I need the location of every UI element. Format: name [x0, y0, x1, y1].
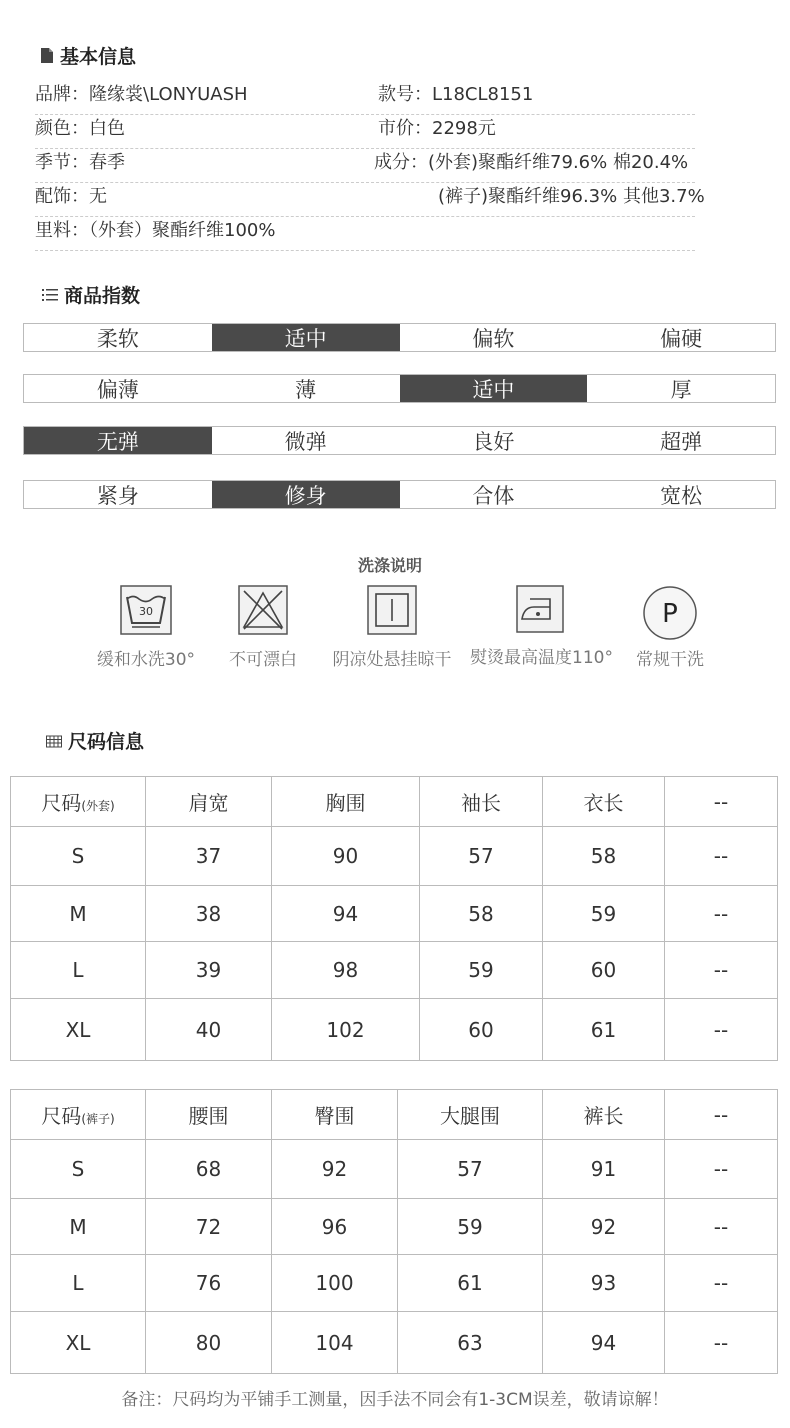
table-cell: 63	[398, 1312, 543, 1374]
table-cell: 72	[146, 1199, 272, 1255]
table-cell: 58	[543, 827, 665, 886]
table-cell: 93	[543, 1255, 665, 1312]
price-text: 市价：2298元	[378, 118, 496, 139]
table-header-cell: 袖长	[420, 777, 543, 827]
table-cell: --	[665, 827, 778, 886]
wash-item	[326, 585, 458, 670]
wash-label: 阴凉处悬挂晾干	[332, 650, 452, 670]
size-header-sub: (外套)	[81, 799, 115, 813]
document-icon	[40, 47, 54, 64]
no-bleach-icon	[238, 585, 288, 635]
table-cell: 98	[272, 942, 420, 999]
index-cell: 修身	[212, 481, 400, 508]
table-cell: 40	[146, 999, 272, 1061]
table-cell: 76	[146, 1255, 272, 1312]
table-cell: 61	[543, 999, 665, 1061]
table-cell: 92	[272, 1140, 398, 1199]
table-row	[11, 999, 778, 1061]
wash-30-icon	[120, 585, 172, 635]
table-cell: M	[11, 886, 146, 942]
index-cell: 厚	[670, 377, 692, 402]
index-cell: 超弹	[660, 429, 703, 454]
size-header-text: 尺码	[41, 791, 82, 815]
dry-clean-symbol: P	[662, 599, 678, 629]
color-text: 颜色：白色	[35, 118, 125, 139]
table-cell: 104	[272, 1312, 398, 1374]
table-cell: 100	[272, 1255, 398, 1312]
table-cell: 94	[543, 1312, 665, 1374]
table-cell: --	[665, 886, 778, 942]
measurement-note: 备注：尺码均为平铺手工测量，因手法不同会有1-3CM误差，敬请谅解！	[121, 1390, 669, 1410]
composition-pants-text: (裤子)聚酯纤维96.3% 其他3.7%	[438, 186, 705, 207]
table-cell: L	[11, 1255, 146, 1312]
table-cell: 59	[543, 886, 665, 942]
size-info-title-text: 尺码信息	[68, 731, 145, 753]
table-cell: XL	[11, 1312, 146, 1374]
table-header-cell: --	[665, 777, 778, 827]
wash-item	[213, 585, 313, 670]
table-cell: S	[11, 1140, 146, 1199]
table-cell: 90	[272, 827, 420, 886]
table-header-row	[11, 777, 778, 827]
table-row	[11, 886, 778, 942]
table-header-cell: 衣长	[543, 777, 665, 827]
basic-info-title	[40, 42, 136, 69]
table-cell: 61	[398, 1255, 543, 1312]
index-cell: 适中	[212, 324, 400, 351]
jacket-size-table	[10, 776, 778, 1061]
dry-clean-icon	[642, 585, 698, 641]
brand-text: 品牌：隆缘裳\LONYUASH	[35, 84, 248, 105]
size-header-sub: (裤子)	[81, 1112, 115, 1126]
table-cell: --	[665, 1140, 778, 1199]
table-cell: 38	[146, 886, 272, 942]
table-cell: 37	[146, 827, 272, 886]
accessory-text: 配饰：无	[35, 186, 107, 207]
table-cell: 68	[146, 1140, 272, 1199]
basic-info-title-text: 基本信息	[60, 46, 137, 68]
wash-label: 缓和水洗30°	[96, 650, 196, 670]
product-index-title	[42, 281, 140, 308]
table-cell: 80	[146, 1312, 272, 1374]
table-header-cell: 大腿围	[398, 1090, 543, 1140]
table-cell: 102	[272, 999, 420, 1061]
divider	[35, 114, 695, 115]
index-row-fit	[23, 480, 776, 509]
index-cell: 合体	[472, 483, 515, 508]
table-cell: 94	[272, 886, 420, 942]
table-cell: 60	[420, 999, 543, 1061]
table-row	[11, 827, 778, 886]
table-cell: 59	[398, 1199, 543, 1255]
index-cell: 偏薄	[96, 377, 139, 402]
wash-item	[622, 585, 718, 670]
table-cell: --	[665, 1255, 778, 1312]
wash-item	[96, 585, 196, 670]
index-cell: 偏硬	[660, 326, 703, 351]
size-header-cell	[11, 1090, 146, 1140]
table-header-cell: 腰围	[146, 1090, 272, 1140]
table-cell: 59	[420, 942, 543, 999]
wash-temp-symbol: 30	[139, 605, 153, 618]
table-row	[11, 1140, 778, 1199]
index-row-thickness	[23, 374, 776, 403]
table-cell: 58	[420, 886, 543, 942]
table-cell: 57	[420, 827, 543, 886]
table-header-cell: 臀围	[272, 1090, 398, 1140]
size-header-cell	[11, 777, 146, 827]
index-cell: 宽松	[660, 483, 703, 508]
table-cell: 96	[272, 1199, 398, 1255]
wash-label: 熨烫最高温度110°	[470, 648, 613, 668]
index-cell: 柔软	[96, 326, 139, 351]
table-header-cell: --	[665, 1090, 778, 1140]
product-index-title-text: 商品指数	[64, 285, 141, 307]
ruler-icon	[46, 734, 62, 748]
divider	[35, 250, 695, 251]
table-cell: 91	[543, 1140, 665, 1199]
table-row	[11, 1312, 778, 1374]
index-cell: 偏软	[472, 326, 515, 351]
table-cell: --	[665, 942, 778, 999]
list-icon	[42, 288, 58, 301]
table-cell: L	[11, 942, 146, 999]
index-row-softness	[23, 323, 776, 352]
table-cell: XL	[11, 999, 146, 1061]
size-header-text: 尺码	[41, 1104, 82, 1128]
table-header-cell: 胸围	[272, 777, 420, 827]
wash-label: 常规干洗	[636, 650, 704, 670]
shade-dry-icon	[367, 585, 417, 635]
season-text: 季节：春季	[35, 152, 125, 173]
table-cell: 60	[543, 942, 665, 999]
table-row	[11, 942, 778, 999]
index-cell: 薄	[295, 377, 317, 402]
pants-size-table	[10, 1089, 778, 1374]
table-cell: --	[665, 1199, 778, 1255]
index-row-elasticity	[23, 426, 776, 455]
model-text: 款号：L18CL8151	[378, 84, 534, 105]
wash-label: 不可漂白	[229, 650, 297, 670]
iron-icon	[516, 585, 564, 633]
table-cell: --	[665, 999, 778, 1061]
wash-title: 洗涤说明	[357, 556, 422, 575]
table-cell: S	[11, 827, 146, 886]
index-cell: 紧身	[96, 483, 139, 508]
index-cell: 适中	[400, 375, 588, 402]
table-header-cell: 肩宽	[146, 777, 272, 827]
size-info-title	[46, 727, 144, 754]
table-row	[11, 1255, 778, 1312]
table-header-row	[11, 1090, 778, 1140]
table-cell: 92	[543, 1199, 665, 1255]
table-cell: --	[665, 1312, 778, 1374]
index-cell: 良好	[472, 429, 515, 454]
table-row	[11, 1199, 778, 1255]
table-cell: 57	[398, 1140, 543, 1199]
table-cell: 39	[146, 942, 272, 999]
lining-text: 里料：（外套）聚酯纤维100%	[35, 220, 276, 241]
composition-text: 成分：(外套)聚酯纤维79.6% 棉20.4%	[374, 152, 689, 173]
wash-item	[470, 585, 613, 668]
table-header-cell: 裤长	[543, 1090, 665, 1140]
table-cell: M	[11, 1199, 146, 1255]
index-cell: 微弹	[284, 429, 327, 454]
index-cell: 无弹	[24, 427, 212, 454]
